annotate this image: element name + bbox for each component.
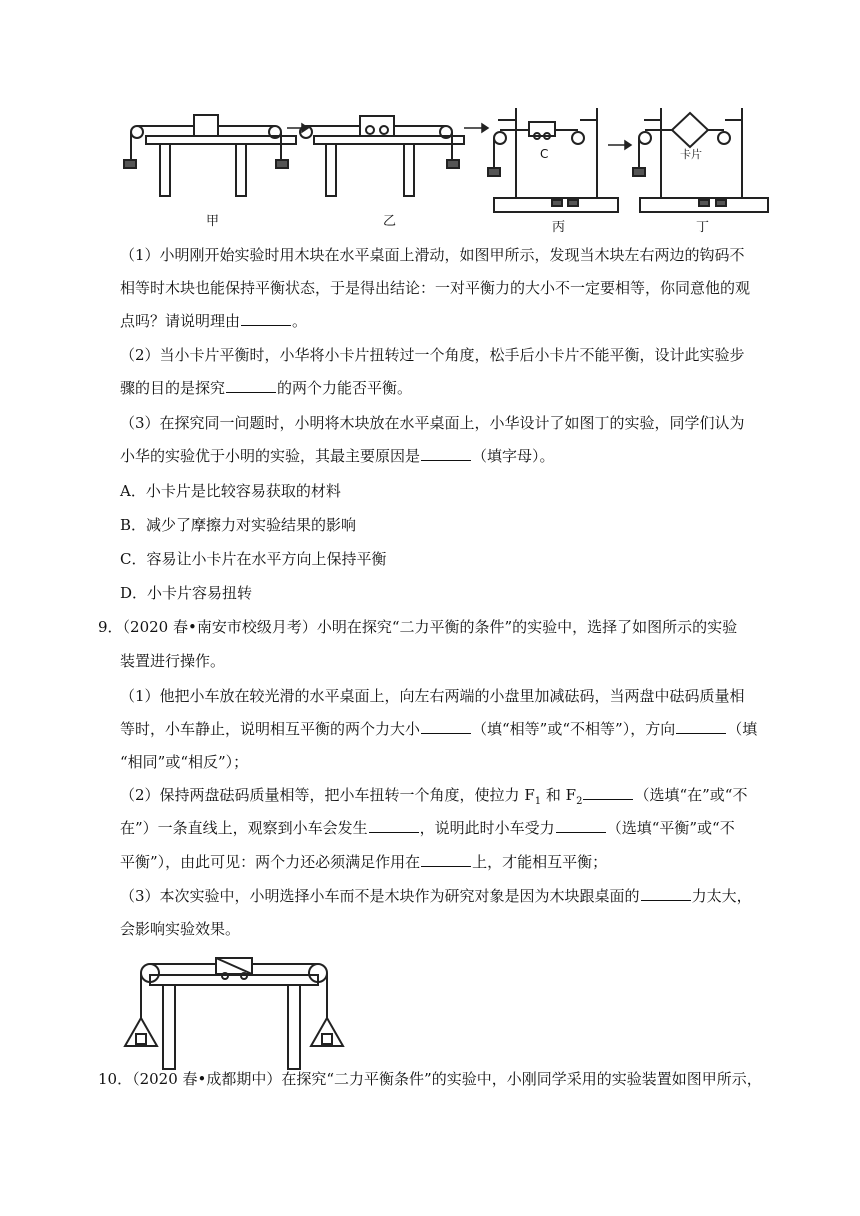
tag-c: C [540,147,549,161]
q9-p2-l3b: 上，才能相互平衡； [472,853,608,871]
q8-p1-line1: （1）小明刚开始实验时用木块在水平桌面上滑动，如图甲所示，发现当木块左右两边的钩码不 [120,246,745,264]
arrow-2 [464,124,488,132]
q8-p3-line2 [120,446,555,466]
q9-p1-line1: （1）他把小车放在较光滑的水平桌面上，向左右两端的小盘里加减砝码，当两盘中砝码质量相 [120,687,745,705]
arrow-3 [608,141,631,149]
q9-p2-end: （选填“在”或“不 [634,786,748,804]
q8-option-b: B．减少了摩擦力对实验结果的影响 [120,516,357,534]
q9-p1-line3: “相同”或“相反”）； [120,753,249,771]
q8-p3-text: 小华的实验优于小明的实验，其最主要原因是 [120,447,421,465]
q9-p3-text: （3）本次实验中，小明选择小车而不是木块作为研究对象是因为木块跟桌面的 [120,887,640,905]
q9-p2-l2c: （选填“平衡”或“不 [606,819,735,837]
answer-blank[interactable] [641,886,691,901]
q8-p2-line1: （2）当小卡片平衡时，小华将小卡片扭转过一个角度，松手后小卡片不能平衡，设计此实验步 [120,346,745,364]
answer-blank[interactable] [676,719,726,734]
label-jia: 甲 [206,214,220,229]
answer-blank[interactable] [583,785,633,800]
answer-blank[interactable] [421,446,471,461]
q9-p2-line3 [120,852,607,872]
diagram-jia [124,115,296,196]
q8-p3-end: （填字母）。 [472,447,555,465]
q9-head-line2: 装置进行操作。 [120,652,226,670]
q9-p2-l2a: 在”）一条直线上，观察到小车会发生 [120,819,368,837]
q9-p1-line2 [120,719,757,739]
q9-p2-text: （2）保持两盘砝码质量相等，把小车扭转一个角度，使拉力 F [120,786,535,804]
q8-option-a: A．小卡片是比较容易获取的材料 [120,482,341,500]
q9-p1-mid: （填“相等”或“不相等”），方向 [472,720,676,738]
subscript-1: 1 [534,796,542,807]
q8-option-c: C．容易让小卡片在水平方向上保持平衡 [120,550,387,568]
q8-p1-text: 点吗？请说明理由 [120,312,241,330]
experiment-figure-top [0,0,860,240]
answer-blank[interactable] [556,818,606,833]
q9-p1-text: 等时，小车静止，说明相互平衡的两个力大小 [120,720,421,738]
answer-blank[interactable] [421,719,471,734]
label-yi: 乙 [383,214,397,229]
q9-p2-l2b: ，说明此时小车受力 [419,819,555,837]
q8-p1-line2: 相等时木块也能保持平衡状态，于是得出结论：一对平衡力的大小不一定要相等，你同意他的观 [120,279,751,297]
q8-p2-text: 骤的目的是探究 [120,379,226,397]
diagram-bing [488,108,618,212]
q8-p1-line3 [120,311,307,331]
q9-p3-end: 力太大， [691,887,752,905]
q9-p2-line2 [120,818,735,838]
q9-p3-line1 [120,886,752,906]
q8-p2-end: 的两个力能否平衡。 [277,379,413,397]
q8-option-d: D．小卡片容易扭转 [120,584,253,602]
answer-blank[interactable] [241,311,291,326]
q9-p2-l3a: 平衡”），由此可见：两个力还必须满足作用在 [120,853,421,871]
answer-blank[interactable] [226,378,276,393]
diagram-yi [300,116,464,196]
q10-head: 10．（2020 春•成都期中）在探究“二力平衡条件”的实验中，小刚同学采用的实验装置如图甲所示， [98,1070,762,1088]
q9-p2-line1 [120,785,747,812]
q9-p1-end: （填 [727,720,758,738]
label-ding: 丁 [696,220,710,235]
answer-blank[interactable] [369,818,419,833]
tag-card: 卡片 [680,148,702,161]
q8-p2-line2 [120,378,412,398]
q8-p3-line1: （3）在探究同一问题时，小明将木块放在水平桌面上，小华设计了如图丁的实验，同学们认为 [120,414,745,432]
q8-p1-end: 。 [292,312,308,330]
subscript-2: 2 [576,796,583,807]
label-bing: 丙 [552,220,566,235]
q9-head-line1: 9．（2020 春•南安市校级月考）小明在探究“二力平衡的条件”的实验中，选择了如图所示的实验 [98,618,738,636]
cart-apparatus-figure [0,948,860,1088]
answer-blank[interactable] [421,852,471,867]
q9-p2-text2: 和 F [541,786,577,804]
q9-p3-line2: 会影响实验效果。 [120,920,241,938]
